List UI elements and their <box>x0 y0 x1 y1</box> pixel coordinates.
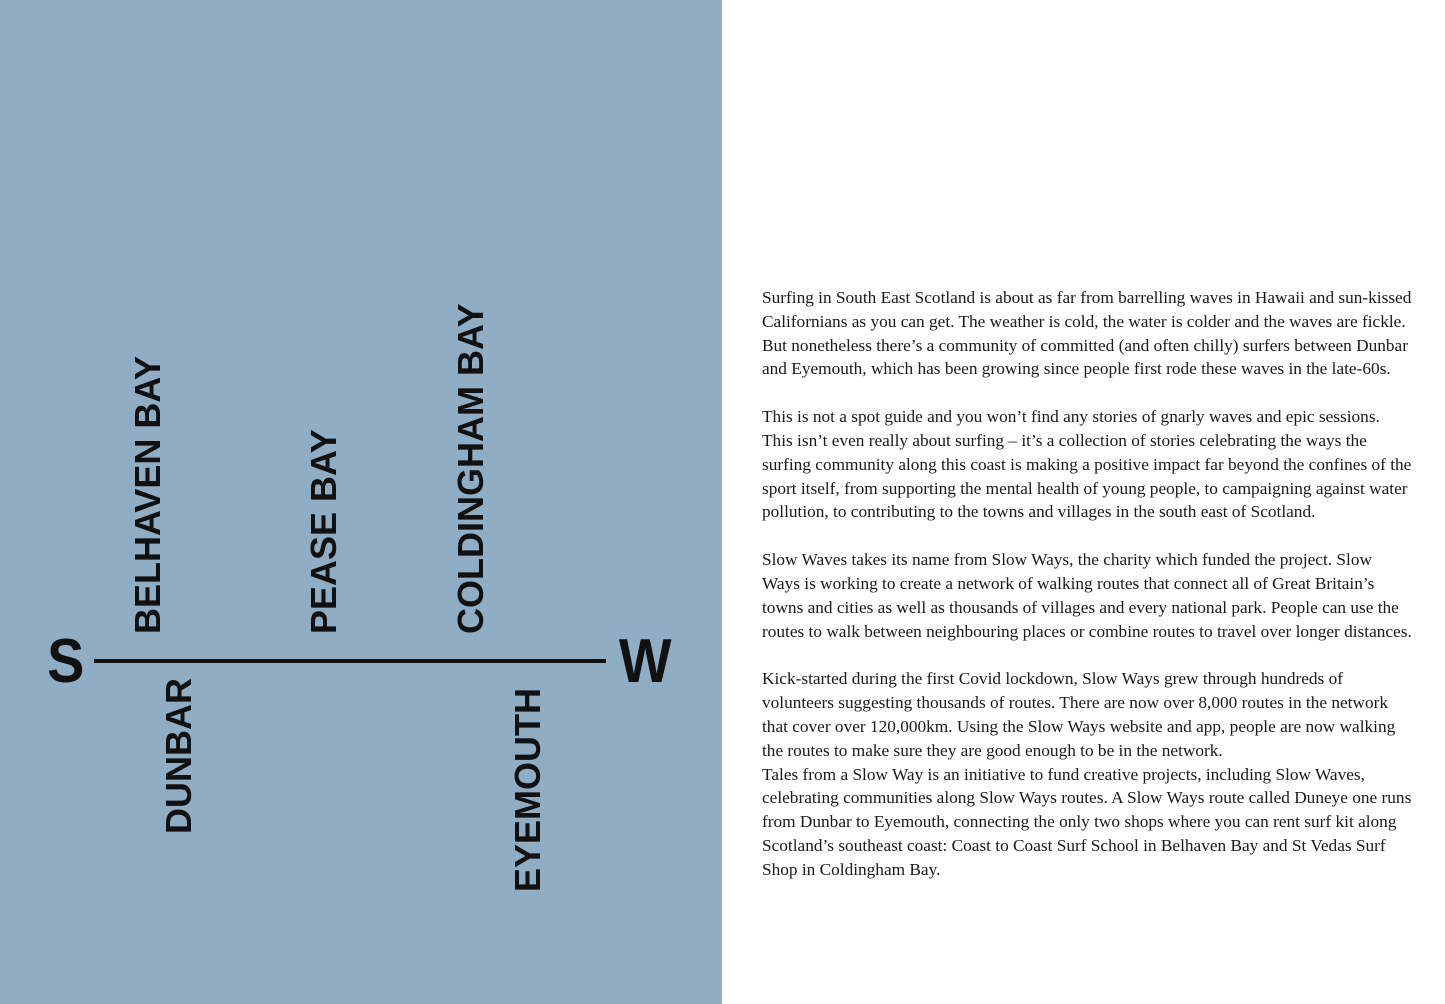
place-label-dunbar: DUNBAR <box>158 678 199 834</box>
body-text <box>762 286 1412 906</box>
paragraph-not-spot-guide: This is not a spot guide and you won’t find any stories of gnarly waves and epic sessions. This isn’t even really about surfing – it’s a collection of stories celebrating the ways the surfing community along this coast is making a positive impact far beyond the confines of the sport itself, from supporting the mental health of young people, to campaigning against water pollution, to contributing to the towns and villages in the south east of Scotland. <box>762 407 1412 522</box>
route-start-letter: S <box>47 627 85 696</box>
place-label-eyemouth: EYEMOUTH <box>507 687 548 892</box>
route-diagram-panel <box>0 0 722 1004</box>
route-end-letter: W <box>618 627 672 696</box>
route-line <box>94 659 606 663</box>
paragraph-tales-from-slow-way: Tales from a Slow Way is an initiative to fund creative projects, including Slow Waves, celebrating communities along Slow Ways routes. A Slow Ways route called Duneye one runs from Dunbar to Eyemouth, connecting the only two shops where you can rent surf kit along Scotland’s southeast coast: Coast to Coast Surf School in Belhaven Bay and St Vedas Surf Shop in Coldingham Bay. <box>762 764 1412 879</box>
paragraph-slow-waves-name: Slow Waves takes its name from Slow Ways, the charity which funded the project. Slow Ways is working to create a network of walking routes that connect all of Great Britain’s towns and cities as well as thousands of villages and every national park. People can use the routes to walk between neighbouring places or combine routes to travel over longer distances. <box>762 550 1412 641</box>
place-label-belhaven-bay: BELHAVEN BAY <box>127 355 168 634</box>
place-label-coldingham-bay: COLDINGHAM BAY <box>450 303 491 634</box>
paragraph-intro: Surfing in South East Scotland is about as far from barrelling waves in Hawaii and sun-kissed Californians as you can get. The weather is cold, the water is colder and the waves are fickle. But nonetheless there’s a community of committed (and often chilly) surfers between Dunbar and Eyemouth, which has been growing since people first rode these waves in the late-60s. <box>762 288 1412 379</box>
place-label-pease-bay: PEASE BAY <box>303 429 344 634</box>
paragraph-kick-started: Kick-started during the first Covid lockdown, Slow Ways grew through hundreds of volunteers suggesting thousands of routes. There are now over 8,000 routes in the network that cover over 120,000km. Using the Slow Ways website and app, people are now walking the routes to make sure they are good enough to be in the network. <box>762 669 1396 760</box>
